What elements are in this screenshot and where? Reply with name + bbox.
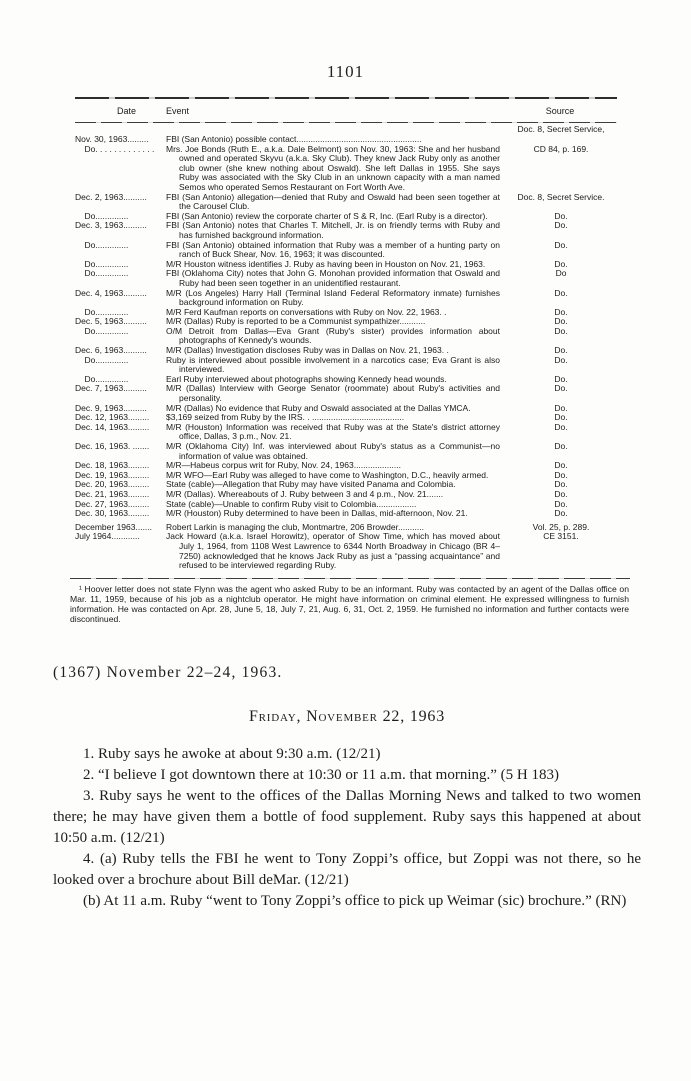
- source-cell: Doc. 8, Secret Service.: [517, 191, 605, 202]
- source-cell: Do.: [554, 325, 568, 336]
- table-row: [75, 145, 617, 193]
- date-cell: Do. . . . . . . . . . . . .: [75, 144, 155, 154]
- date-cell: Dec. 5, 1963..........: [75, 317, 147, 327]
- table-header-source: Source: [545, 106, 575, 116]
- event-cell: M/R (Houston) Ruby determined to have been in Dallas, mid-afternoon, Nov. 21.: [166, 508, 468, 519]
- chronology-table: [75, 97, 617, 571]
- table-row: [75, 356, 617, 375]
- event-cell: FBI (San Antonio) obtained information that Ruby was a member of a hunting party on ranch of Buck Shear, Nov. 16, 1963; it was discounted.: [166, 239, 500, 260]
- date-cell: Do..............: [75, 269, 129, 279]
- date-cell: Dec. 7, 1963..........: [75, 384, 147, 394]
- source-cell: Do.: [554, 460, 568, 471]
- date-cell: Dec. 27, 1963.........: [75, 499, 150, 509]
- source-cell: Do.: [554, 383, 568, 394]
- source-cell: Do.: [554, 210, 568, 221]
- source-cell: Do.: [554, 239, 568, 250]
- event-cell: FBI (San Antonio) review the corporate charter of S & R, Inc. (Earl Ruby is a director).: [166, 210, 488, 221]
- body-paragraphs: [53, 744, 641, 912]
- table-row: [75, 384, 617, 403]
- body-paragraph: (b) At 11 a.m. Ruby “went to Tony Zoppi’s office to pick up Weimar (sic) brochure.” (RN): [83, 892, 627, 909]
- source-cell: Do.: [554, 508, 568, 519]
- date-cell: Dec. 6, 1963..........: [75, 346, 147, 356]
- date-cell: Do..............: [75, 374, 129, 384]
- table-row: [75, 221, 617, 240]
- source-cell: Do.: [554, 412, 568, 423]
- event-cell: Ruby is interviewed about possible involvement in a narcotics case; Eva Grant is also interviewed.: [166, 354, 500, 375]
- table-row: [75, 423, 617, 442]
- date-cell: Nov. 30, 1963.........: [75, 135, 149, 144]
- date-cell: Dec. 30, 1963.........: [75, 509, 150, 519]
- date-cell: Do..............: [75, 307, 129, 317]
- event-cell: Jack Howard (a.k.a. Israel Horowitz), operator of Show Time, which has moved about July 1, 1964, from 1108 West Lawrence to 6344 North Broadway in Chicago (BR 4–7250) acknowledged that he knows Jack Ruby as just a “passing acquaintance” and refused to be interviewed regarding Ruby.: [166, 531, 500, 571]
- date-cell: Dec. 9, 1963..........: [75, 403, 147, 413]
- event-cell: M/R (Dallas) Investigation discloses Ruby was in Dallas on Nov. 21, 1963. .: [166, 345, 449, 356]
- table-row: [75, 193, 617, 212]
- source-cell: Doc. 8, Secret Service,: [517, 124, 605, 135]
- event-cell: O/M Detroit from Dallas—Eva Grant (Ruby's sister) provides information about photographs of Kennedy's wounds.: [166, 325, 500, 346]
- event-cell: Mrs. Joe Bonds (Ruth E., a.k.a. Dale Belmont) son Nov. 30, 1963: She and her husband owned and operated Skyvu (a.k.a. Sky Club). They knew Jack Ruby only as another club owner (she knew nothing about Oswald). She left Dallas in 1955. She says Ruby was associated with the Sky Club in an unknown capacity with a man named Semos who operated Semos Restaurant on Fort Worth Ave.: [166, 143, 500, 192]
- date-cell: Do..............: [75, 240, 129, 250]
- event-cell: State (cable)—Unable to confirm Ruby visit to Colombia.................: [166, 498, 417, 509]
- event-cell: State (cable)—Allegation that Ruby may have visited Panama and Colombia.: [166, 479, 456, 490]
- table-row: [75, 327, 617, 346]
- event-cell: FBI (San Antonio) notes that Charles T. Mitchell, Jr. is on friendly terms with Ruby and has furnished background information.: [166, 220, 500, 240]
- source-cell: Do.: [554, 488, 568, 499]
- event-cell: M/R Ferd Kaufman reports on conversations with Ruby on Nov. 22, 1963. .: [166, 306, 447, 317]
- body-paragraph: 3. Ruby says he went to the offices of the Dallas Morning News and talked to two women there; he may have given them a bottle of food supplement. Ruby says this happened at about 10:50 a.m. (12/21): [53, 787, 641, 846]
- event-cell: Robert Larkin is managing the club, Montmartre, 206 Browder...........: [166, 521, 424, 532]
- date-cell: Dec. 16, 1963. .......: [75, 442, 150, 451]
- date-cell: July 1964............: [75, 532, 140, 542]
- event-cell: M/R—Habeus corpus writ for Ruby, Nov. 24, 1963....................: [166, 460, 401, 471]
- event-cell: M/R (Los Angeles) Harry Hall (Terminal Island Federal Reformatory inmate) furnishes background information on Ruby.: [166, 287, 500, 308]
- event-cell: M/R (Dallas). Whereabouts of J. Ruby between 3 and 4 p.m., Nov. 21.......: [166, 488, 444, 499]
- table-row: [75, 509, 617, 519]
- source-cell: Do.: [554, 402, 568, 413]
- footnote-rule: [70, 578, 630, 579]
- page-number: 1101: [326, 62, 365, 81]
- table-header-event: Event: [166, 106, 190, 116]
- table-row: [75, 289, 617, 308]
- body-section: [53, 664, 641, 912]
- source-cell: Do.: [554, 306, 568, 317]
- table-header-row: [75, 99, 617, 122]
- event-cell: M/R (Houston) Information was received that Ruby was at the State's district attorney office, Dallas, 3 p.m., Nov. 21.: [166, 421, 500, 442]
- source-cell: Do.: [554, 479, 568, 490]
- source-cell: Do.: [554, 373, 568, 384]
- body-paragraph: 1. Ruby says he awoke at about 9:30 a.m. (12/21): [83, 745, 381, 762]
- event-cell: M/R (Oklahoma City) Inf. was interviewed about Ruby's status as a Communist—no information of value was obtained.: [166, 441, 500, 461]
- date-cell: Dec. 4, 1963..........: [75, 288, 147, 298]
- date-cell: Dec. 14, 1963.........: [75, 422, 150, 432]
- source-cell: Do.: [554, 469, 568, 480]
- source-cell: Do.: [554, 354, 568, 365]
- date-cell: Dec. 19, 1963.........: [75, 470, 150, 480]
- table-body: [75, 123, 617, 571]
- footnote-text: ¹ Hoover letter does not state Flynn was the agent who asked Ruby to be an informant. Ruby was contacted by an agent of the Dallas office on Mar. 11, 1959, because of his job as a nightclub operator. He might have information on criminal element. He expressed willingness to furnish information. He was contacted on Apr. 28, June 5, 18, July 7, 21, Aug. 6, 31, Oct. 2, 1959. He furnished no information and further contacts were discontinued.: [70, 583, 629, 624]
- source-cell: Vol. 25, p. 289.: [532, 521, 590, 532]
- source-cell: Do.: [554, 258, 568, 269]
- event-cell: M/R (Dallas) Ruby is reported to be a Communist sympathizer...........: [166, 316, 426, 327]
- event-cell: FBI (Oklahoma City) notes that John G. Monohan provided information that Oswald and Ruby had been seen together in an unidentified restaurant.: [166, 268, 500, 288]
- event-cell: M/R WFO—Earl Ruby was alleged to have come to Washington, D.C., heavily armed.: [166, 469, 489, 480]
- date-cell: December 1963.......: [75, 522, 153, 532]
- date-cell: Dec. 3, 1963..........: [75, 221, 147, 231]
- date-cell: Dec. 21, 1963.........: [75, 489, 150, 499]
- event-cell: $3,169 seized from Ruby by the IRS. . .......................................: [166, 412, 405, 423]
- date-cell: Do..............: [75, 259, 129, 269]
- event-cell: FBI (San Antonio) allegation—denied that Ruby and Oswald had been seen together at the Carousel Club.: [166, 191, 500, 212]
- date-cell: Dec. 20, 1963.........: [75, 480, 150, 490]
- day-heading: Friday, November 22, 1963: [248, 707, 446, 725]
- source-cell: Do.: [554, 498, 568, 509]
- source-cell: Do: [555, 268, 567, 279]
- date-cell: Dec. 18, 1963.........: [75, 461, 150, 471]
- table-row: [75, 442, 617, 461]
- source-cell: Do.: [554, 220, 568, 231]
- source-cell: Do.: [554, 345, 568, 356]
- event-cell: M/R (Dallas) No evidence that Ruby and Oswald associated at the Dallas YMCA.: [166, 402, 471, 413]
- body-paragraph: 4. (a) Ruby tells the FBI he went to Tony Zoppi’s office, but Zoppi was not there, so he looked over a brochure about Bill deMar. (12/21): [53, 850, 641, 888]
- date-cell: Do..............: [75, 211, 129, 221]
- entry-heading: (1367) November 22–24, 1963.: [53, 663, 283, 681]
- table-row: [75, 241, 617, 260]
- date-cell: Do..............: [75, 326, 129, 336]
- date-cell: Dec. 2, 1963..........: [75, 192, 147, 202]
- body-paragraph: 2. “I believe I got downtown there at 10:30 or 11 a.m. that morning.” (5 H 183): [83, 766, 559, 783]
- source-cell: CD 84, p. 169.: [533, 143, 589, 154]
- event-cell: Earl Ruby interviewed about photographs showing Kennedy head wounds.: [166, 373, 447, 384]
- table-header-date: Date: [117, 106, 137, 116]
- source-cell: Do.: [554, 421, 568, 432]
- source-cell: CE 3151.: [543, 531, 579, 542]
- event-cell: M/R Houston witness identifies J. Ruby as having been in Houston on Nov. 21, 1963.: [166, 258, 486, 269]
- date-cell: Dec. 12, 1963.........: [75, 413, 150, 423]
- source-cell: Do.: [554, 316, 568, 327]
- event-cell: M/R (Dallas) Interview with George Senator (roommate) about Ruby's activities and personality.: [166, 383, 500, 404]
- table-row: [75, 532, 617, 570]
- table-row: [75, 269, 617, 288]
- date-cell: Do..............: [75, 355, 129, 365]
- event-cell: FBI (San Antonio) possible contact.....................................................: [166, 134, 422, 144]
- source-cell: Do.: [554, 441, 568, 451]
- source-cell: Do.: [554, 287, 568, 298]
